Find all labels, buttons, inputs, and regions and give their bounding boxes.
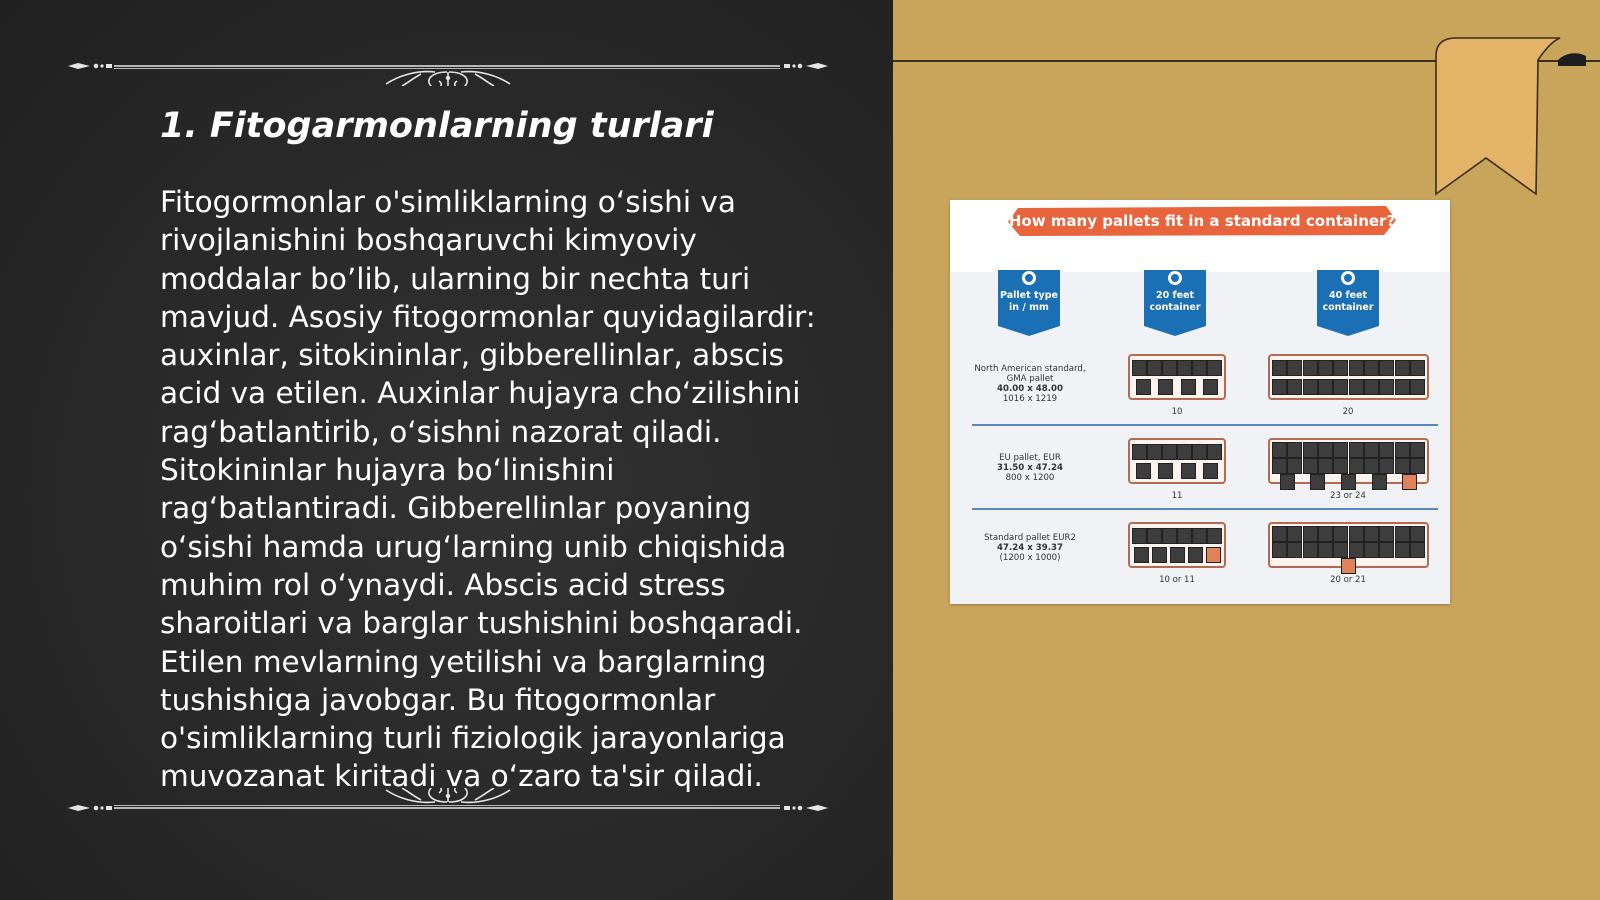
pallet-box-icon <box>1152 547 1167 563</box>
pallet-box-icon <box>1410 526 1425 542</box>
row-label-standard-eur2 <box>968 533 1092 563</box>
container-20ft-row3 <box>1128 522 1226 568</box>
header-40ft: 40 feet container <box>1322 290 1374 313</box>
pallet-box-icon <box>1303 379 1318 395</box>
pallet-box-icon <box>1410 542 1425 558</box>
pallet-box-icon <box>1177 528 1192 544</box>
pallet-box-icon <box>1207 528 1222 544</box>
slide-body-text: Fitogormonlar o'simliklarning o‘sishi va rivojlanishini boshqaruvchi kimyoviy moddalar bo’lib, ularning bir nechta turi mavjud. Asosiy fitogormonlar quyidagilardir: auxinlar, sitokininlar, gibberellinlar, abscis acid va etilen. Auxinlar hujayra cho‘zilishini rag‘batlantirib, o‘sishni nazorat qiladi. Sitokininlar hujayra bo‘linishini rag‘batlantiradi. Gibberellinlar poyaning o‘sishi hamda urug‘larning unib chiqishida muhim rol o‘ynaydi. Abscis acid stress sharoitlari va barglar tushishini boshqaradi. Etilen mevlarning yetilishi va barglarning tushishiga javobgar. Bu fitogormonlar o'simliklarning turli fiziologik jarayonlariga muvozanat kiritadi va o‘zaro ta'sir qiladi. <box>160 185 816 794</box>
row-pallet-inches: 40.00 x 48.00 <box>997 384 1063 394</box>
pallet-box-icon <box>1162 360 1177 376</box>
pallet-box-icon <box>1410 360 1425 376</box>
pallet-box-icon <box>1372 474 1387 490</box>
pallet-box-icon <box>1410 379 1425 395</box>
pallet-box-icon <box>1333 542 1348 558</box>
container-20ft-row1 <box>1128 354 1226 400</box>
pallet-box-icon <box>1364 526 1379 542</box>
pallet-box-icon <box>1192 444 1207 460</box>
row-pallet-mm: 800 x 1200 <box>1005 473 1055 483</box>
pallet-box-icon <box>1203 463 1218 479</box>
pallet-box-icon <box>1395 526 1410 542</box>
pallet-box-icon <box>1272 458 1287 474</box>
pallet-box-icon <box>1364 442 1379 458</box>
pallet-box-icon <box>1162 528 1177 544</box>
header-20ft: 20 feet container <box>1149 290 1201 313</box>
pallet-box-icon <box>1136 379 1151 395</box>
pallet-box-icon <box>1287 526 1302 542</box>
pallet-box-icon <box>1410 458 1425 474</box>
top-ornament-divider <box>68 46 828 86</box>
pallet-box-icon <box>1192 360 1207 376</box>
pallet-box-icon <box>1303 442 1318 458</box>
pallet-box-icon <box>1132 360 1147 376</box>
pallet-box-icon <box>1349 379 1364 395</box>
row-pallet-inches: 47.24 x 39.37 <box>997 543 1063 553</box>
pallet-box-icon <box>1379 542 1394 558</box>
pallet-box-icon <box>1395 360 1410 376</box>
pallet-box-icon <box>1318 360 1333 376</box>
pallet-box-icon <box>1147 528 1162 544</box>
slide-title: 1. Fitogarmonlarning turlari <box>160 106 714 146</box>
pallet-box-icon <box>1287 379 1302 395</box>
pallet-box-icon <box>1318 379 1333 395</box>
pallet-box-icon <box>1318 526 1333 542</box>
container-40ft-row2 <box>1268 438 1429 484</box>
container-20ft-row2 <box>1128 438 1226 484</box>
pallet-box-icon <box>1379 360 1394 376</box>
pallet-box-icon <box>1272 360 1287 376</box>
pallet-box-icon <box>1364 379 1379 395</box>
container-40ft-row3 <box>1268 522 1429 568</box>
count-20ft-row2: 11 <box>1171 491 1183 501</box>
pallet-box-icon <box>1177 360 1192 376</box>
row-label-eu-pallet <box>968 453 1092 483</box>
pallet-box-icon <box>1333 458 1348 474</box>
pallet-box-icon <box>1280 474 1295 490</box>
pallet-box-icon <box>1333 442 1348 458</box>
pallet-box-icon <box>1158 463 1173 479</box>
pallet-box-icon <box>1181 463 1196 479</box>
pallet-box-icon <box>1287 542 1302 558</box>
count-40ft-row2: 23 or 24 <box>1330 491 1366 501</box>
pallet-box-icon <box>1395 458 1410 474</box>
pallet-box-icon <box>1272 542 1287 558</box>
pallet-box-icon <box>1349 360 1364 376</box>
pallet-box-icon <box>1287 360 1302 376</box>
pallet-box-icon <box>1192 528 1207 544</box>
pallet-box-icon <box>1207 360 1222 376</box>
pallet-box-icon <box>1318 442 1333 458</box>
pallet-box-icon <box>1287 442 1302 458</box>
pallet-box-icon <box>1303 526 1318 542</box>
count-40ft-row3: 20 or 21 <box>1330 575 1366 585</box>
pallet-box-icon <box>1395 379 1410 395</box>
count-20ft-row3: 10 or 11 <box>1159 575 1195 585</box>
pallet-box-icon <box>1162 444 1177 460</box>
pallet-box-icon <box>1349 542 1364 558</box>
pallet-box-optional-icon <box>1341 558 1356 574</box>
pallet-box-icon <box>1303 542 1318 558</box>
pallet-box-icon <box>1341 474 1356 490</box>
pallet-box-icon <box>1410 442 1425 458</box>
pallet-box-optional-icon <box>1206 547 1221 563</box>
pallet-box-icon <box>1364 360 1379 376</box>
row-pallet-name: Standard pallet EUR2 <box>984 533 1076 543</box>
container-40ft-row1 <box>1268 354 1429 400</box>
pallet-box-icon <box>1177 444 1192 460</box>
row-pallet-mm: 1016 x 1219 <box>1002 394 1058 404</box>
pallet-box-icon <box>1158 379 1173 395</box>
pallet-box-icon <box>1132 444 1147 460</box>
pallet-box-icon <box>1147 444 1162 460</box>
pallet-box-icon <box>1349 458 1364 474</box>
pallet-box-icon <box>1132 528 1147 544</box>
pallet-box-icon <box>1395 442 1410 458</box>
pallet-box-icon <box>1379 526 1394 542</box>
pallet-box-icon <box>1364 458 1379 474</box>
row-pallet-name: EU pallet, EUR <box>999 453 1061 463</box>
pallet-box-icon <box>1147 360 1162 376</box>
count-40ft-row1: 20 <box>1342 407 1354 417</box>
pallet-box-icon <box>1333 379 1348 395</box>
pallet-box-icon <box>1303 458 1318 474</box>
pallet-box-icon <box>1333 360 1348 376</box>
bookmark-icon <box>1434 36 1594 206</box>
row-separator <box>972 508 1438 510</box>
row-pallet-inches: 31.50 x 47.24 <box>997 463 1063 473</box>
pallet-box-optional-icon <box>1402 474 1417 490</box>
pallet-box-icon <box>1207 444 1222 460</box>
header-pallet-type: Pallet type in / mm <box>1000 290 1058 313</box>
pallet-box-icon <box>1318 542 1333 558</box>
infographic-title: How many pallets fit in a standard container? <box>1008 212 1396 230</box>
pallet-box-icon <box>1287 458 1302 474</box>
pallet-box-icon <box>1181 379 1196 395</box>
pallet-box-icon <box>1349 442 1364 458</box>
pallet-box-icon <box>1134 547 1149 563</box>
row-pallet-mm: (1200 x 1000) <box>999 553 1061 563</box>
pallet-box-icon <box>1379 458 1394 474</box>
pallet-box-icon <box>1170 547 1185 563</box>
pallet-box-icon <box>1379 379 1394 395</box>
pallet-box-icon <box>1188 547 1203 563</box>
pallet-box-icon <box>1349 526 1364 542</box>
pallet-box-icon <box>1364 542 1379 558</box>
count-20ft-row1: 10 <box>1171 407 1183 417</box>
pallet-box-icon <box>1318 458 1333 474</box>
row-pallet-name: North American standard, GMA pallet <box>974 364 1086 384</box>
bottom-ornament-divider <box>68 788 828 828</box>
pallet-box-icon <box>1333 526 1348 542</box>
pallet-box-icon <box>1136 463 1151 479</box>
pallet-box-icon <box>1203 379 1218 395</box>
pallet-container-infographic <box>950 200 1450 604</box>
pallet-box-icon <box>1395 542 1410 558</box>
pallet-box-icon <box>1272 442 1287 458</box>
row-label-north-american <box>968 364 1092 404</box>
pallet-box-icon <box>1303 360 1318 376</box>
pallet-box-icon <box>1272 379 1287 395</box>
pallet-box-icon <box>1310 474 1325 490</box>
row-separator <box>972 424 1438 426</box>
pallet-box-icon <box>1379 442 1394 458</box>
pallet-box-icon <box>1272 526 1287 542</box>
